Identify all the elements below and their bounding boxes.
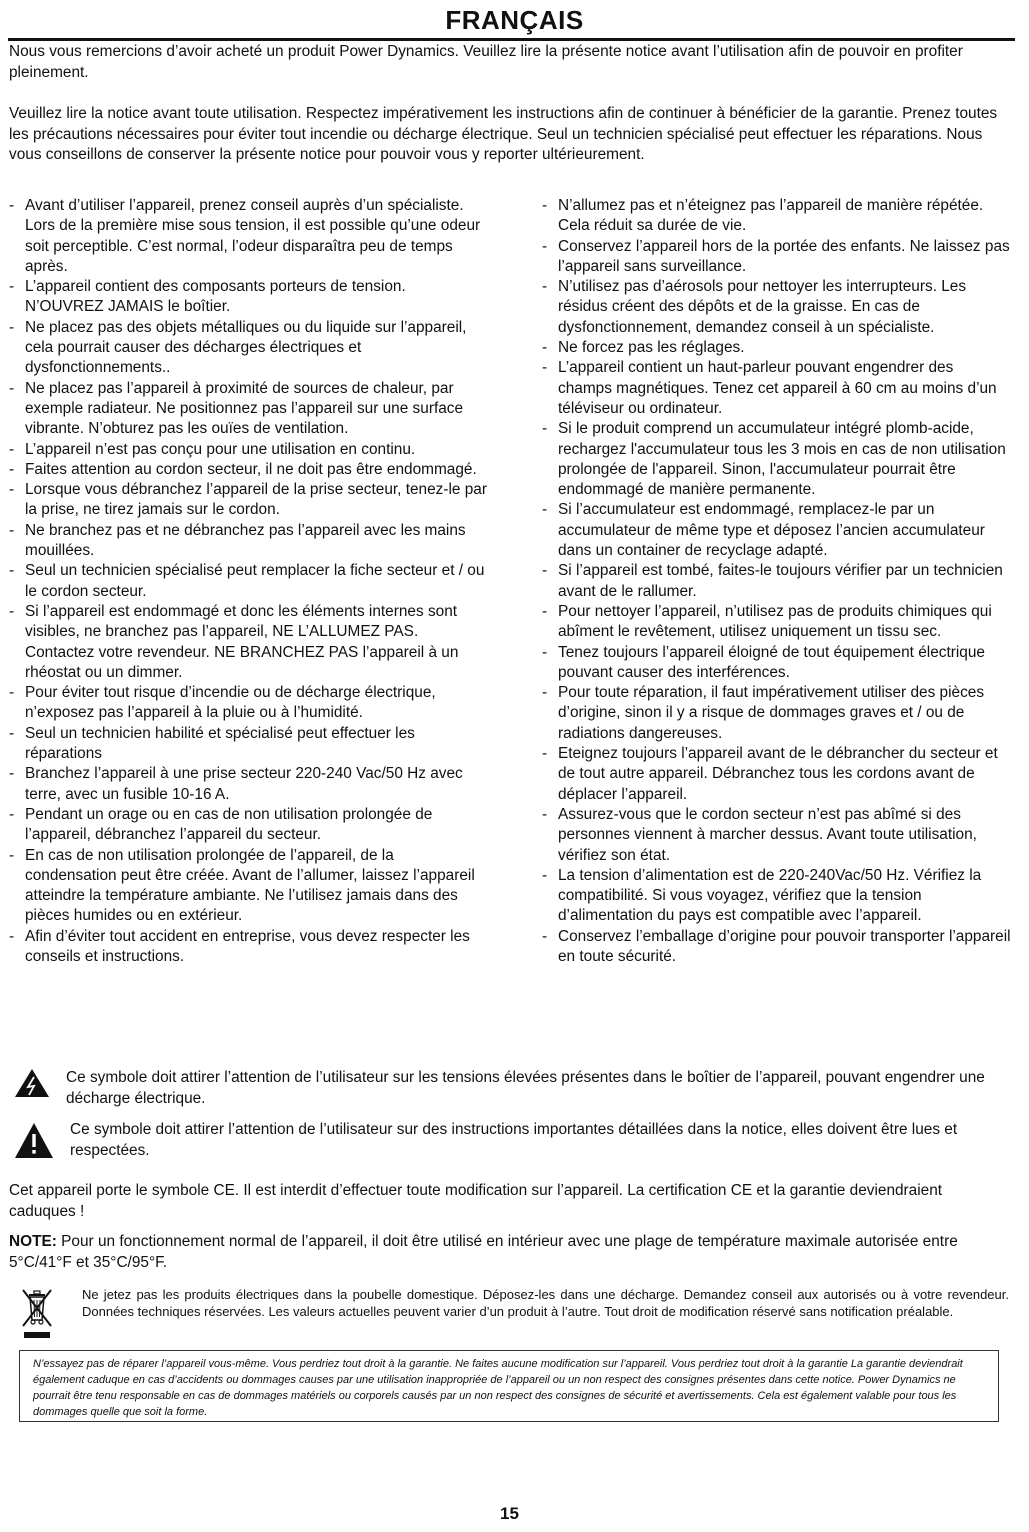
note-label: NOTE:: [9, 1233, 57, 1250]
ce-notice: Cet appareil porte le symbole CE. Il est interdit d’effectuer toute modification sur l’appareil. La certification CE et la garantie deviendraient caduques !: [9, 1182, 943, 1220]
list-item: - Conservez l’appareil hors de la portée des enfants. Ne laissez pas l’appareil sans surveillance.: [541, 237, 1011, 278]
list-item: - En cas de non utilisation prolongée de l’appareil, de la condensation peut être créée. Avant de l’allumer, laissez l’appareil atteindre la température ambiante. Ne l’utilisez jamais dans des pièces humides ou en extérieur.: [8, 846, 488, 927]
list-item: - Pendant un orage ou en cas de non utilisation prolongée de l’appareil, débranchez l’appareil du secteur.: [8, 805, 488, 846]
warranty-disclaimer-box: N’essayez pas de réparer l’appareil vous-même. Vous perdriez tout droit à la garantie. Ne faites aucune modification sur l’appareil. Vous perdriez tout droit à la garantie La garantie deviendrait également caduque en cas d’accidents ou dommages causes par une utilisation inappropriée de l’appareil ou un non respect des consignes présentes dans cette notice. Power Dynamics ne pourrait être tenu responsable en cas de dommages matériels ou corporels causés par un non respect des consignes de sécurité et avertissements. Cela est également valable pour tous les dommages quelle que soit la forme.: [19, 1350, 999, 1422]
safety-list-left: [8, 196, 488, 967]
list-item: - L’appareil n’est pas conçu pour une utilisation en continu.: [8, 440, 488, 460]
list-item: - Seul un technicien habilité et spécialisé peut effectuer les réparations: [8, 724, 488, 765]
safety-list-right: [541, 196, 1011, 967]
page-number: 15: [500, 1504, 519, 1523]
list-item: - N’allumez pas et n’éteignez pas l’appareil de manière répétée. Cela réduit sa durée de vie.: [541, 196, 1011, 237]
note-text: Pour un fonctionnement normal de l’appareil, il doit être utilisé en intérieur avec une plage de température maximale autorisée entre 5°C/41°F et 35°C/95°F.: [9, 1233, 958, 1271]
high-voltage-warning-icon: [14, 1068, 50, 1098]
list-item: - Pour toute réparation, il faut impérativement utiliser des pièces d’origine, sinon il y a risque de dommages graves et / ou de radiations dangereuses.: [541, 683, 1011, 744]
list-item: - Si le produit comprend un accumulateur intégré plomb-acide, rechargez l'accumulateur tous les 3 mois en cas de non utilisation prolongée de l'appareil. Sinon, l'accumulateur pourrait être endommagé de manière permanente.: [541, 419, 1011, 500]
list-item: - Si l’appareil est endommagé et donc les éléments internes sont visibles, ne branchez pas l’appareil, NE L’ALLUMEZ PAS. Contactez votre revendeur. NE BRANCHEZ PAS l’appareil à un rhéostat ou un dimmer.: [8, 602, 488, 683]
list-item: - Seul un technicien spécialisé peut remplacer la fiche secteur et / ou le cordon secteur.: [8, 561, 488, 602]
list-item: - Ne branchez pas et ne débranchez pas l’appareil avec les mains mouillées.: [8, 521, 488, 562]
list-item: - Afin d’éviter tout accident en entreprise, vous devez respecter les conseils et instructions.: [8, 927, 488, 968]
intro-paragraph-instructions: Veuillez lire la notice avant toute utilisation. Respectez impérativement les instructions afin de continuer à bénéficier de la garantie. Prenez toutes les précautions nécessaires pour éviter tout incendie ou décharge électrique. Seul un technicien spécialisé peut effectuer les réparations. Nous vous conseillons de conserver la présente notice pour pouvoir vous y reporter ultérieurement.: [9, 105, 998, 163]
list-item: - Faites attention au cordon secteur, il ne doit pas être endommagé.: [8, 460, 488, 480]
list-item: - La tension d’alimentation est de 220-240Vac/50 Hz. Vérifiez la compatibilité. Si vous voyagez, vérifiez que la tension d’alimentation du pays est compatible avec l’appareil.: [541, 866, 1011, 927]
list-item: - Conservez l’emballage d’origine pour pouvoir transporter l’appareil en toute sécurité.: [541, 927, 1011, 968]
list-item: - N’utilisez pas d’aérosols pour nettoyer les interrupteurs. Les résidus créent des dépôts et de la graisse. En cas de dysfonctionnement, demandez conseil à un spécialiste.: [541, 277, 1011, 338]
title-rule: [8, 38, 1015, 41]
temperature-note: [9, 1232, 1009, 1273]
crossed-bin-icon: [20, 1286, 54, 1340]
list-item: - Si l’appareil est tombé, faites-le toujours vérifier par un technicien avant de le rallumer.: [541, 561, 1011, 602]
list-item: - Tenez toujours l’appareil éloigné de tout équipement électrique pouvant causer des interférences.: [541, 643, 1011, 684]
voltage-warning-text: Ce symbole doit attirer l’attention de l’utilisateur sur les tensions élevées présentes dans le boîtier de l’appareil, pouvant engendrer une décharge électrique.: [66, 1069, 985, 1107]
exclamation-warning-icon: [14, 1120, 54, 1160]
list-item: - L’appareil contient des composants porteurs de tension. N’OUVREZ JAMAIS le boîtier.: [8, 277, 488, 318]
list-item: - L’appareil contient un haut-parleur pouvant engendrer des champs magnétiques. Tenez cet appareil à 60 cm au moins d’un téléviseur ou ordinateur.: [541, 358, 1011, 419]
list-item: - Si l’accumulateur est endommagé, remplacez-le par un accumulateur de même type et déposez l’ancien accumulateur dans un container de recyclage adapté.: [541, 500, 1011, 561]
weee-text: Ne jetez pas les produits électriques dans la poubelle domestique. Déposez-les dans une décharge. Demandez conseil aux autorisés ou à votre revendeur. Données techniques réservées. Les valeurs actuelles peuvent varier d’un produit à l’autre. Tout droit de modification réservé sans notification préalable.: [82, 1287, 1009, 1319]
list-item: - Assurez-vous que le cordon secteur n’est pas abîmé si des personnes viennent à marcher dessus. Avant toute utilisation, vérifiez son état.: [541, 805, 1011, 866]
page-title: FRANÇAIS: [445, 5, 584, 35]
list-item: - Avant d’utiliser l’appareil, prenez conseil auprès d’un spécialiste. Lors de la première mise sous tension, il est possible qu’une odeur soit perceptible. C’est normal, l’odeur disparaîtra peu de temps après.: [8, 196, 488, 277]
instructions-warning-text: Ce symbole doit attirer l’attention de l’utilisateur sur des instructions importantes détaillées dans la notice, elles doivent être lues et respectées.: [70, 1121, 958, 1159]
list-item: - Lorsque vous débranchez l’appareil de la prise secteur, tenez-le par la prise, ne tirez jamais sur le cordon.: [8, 480, 488, 521]
list-item: - Ne placez pas des objets métalliques ou du liquide sur l’appareil, cela pourrait causer des décharges électriques et dysfonctionnements..: [8, 318, 488, 379]
list-item: - Ne forcez pas les réglages.: [541, 338, 1011, 358]
list-item: - Eteignez toujours l’appareil avant de le débrancher du secteur et de tout autre appareil. Débranchez tous les cordons avant de déplacer l’appareil.: [541, 744, 1011, 805]
list-item: - Pour nettoyer l’appareil, n’utilisez pas de produits chimiques qui abîment le revêtement, utilisez uniquement un tissu sec.: [541, 602, 1011, 643]
intro-paragraph-thanks: Nous vous remercions d’avoir acheté un produit Power Dynamics. Veuillez lire la présente notice avant l’utilisation afin de pouvoir en profiter pleinement.: [9, 43, 963, 81]
list-item: - Ne placez pas l’appareil à proximité de sources de chaleur, par exemple radiateur. Ne positionnez pas l’appareil sur une surface vibrante. N’obturez pas les ouïes de ventilation.: [8, 379, 488, 440]
list-item: - Pour éviter tout risque d’incendie ou de décharge électrique, n’exposez pas l’appareil à la pluie ou à l’humidité.: [8, 683, 488, 724]
list-item: - Branchez l’appareil à une prise secteur 220-240 Vac/50 Hz avec terre, avec un fusible 10-16 A.: [8, 764, 488, 805]
